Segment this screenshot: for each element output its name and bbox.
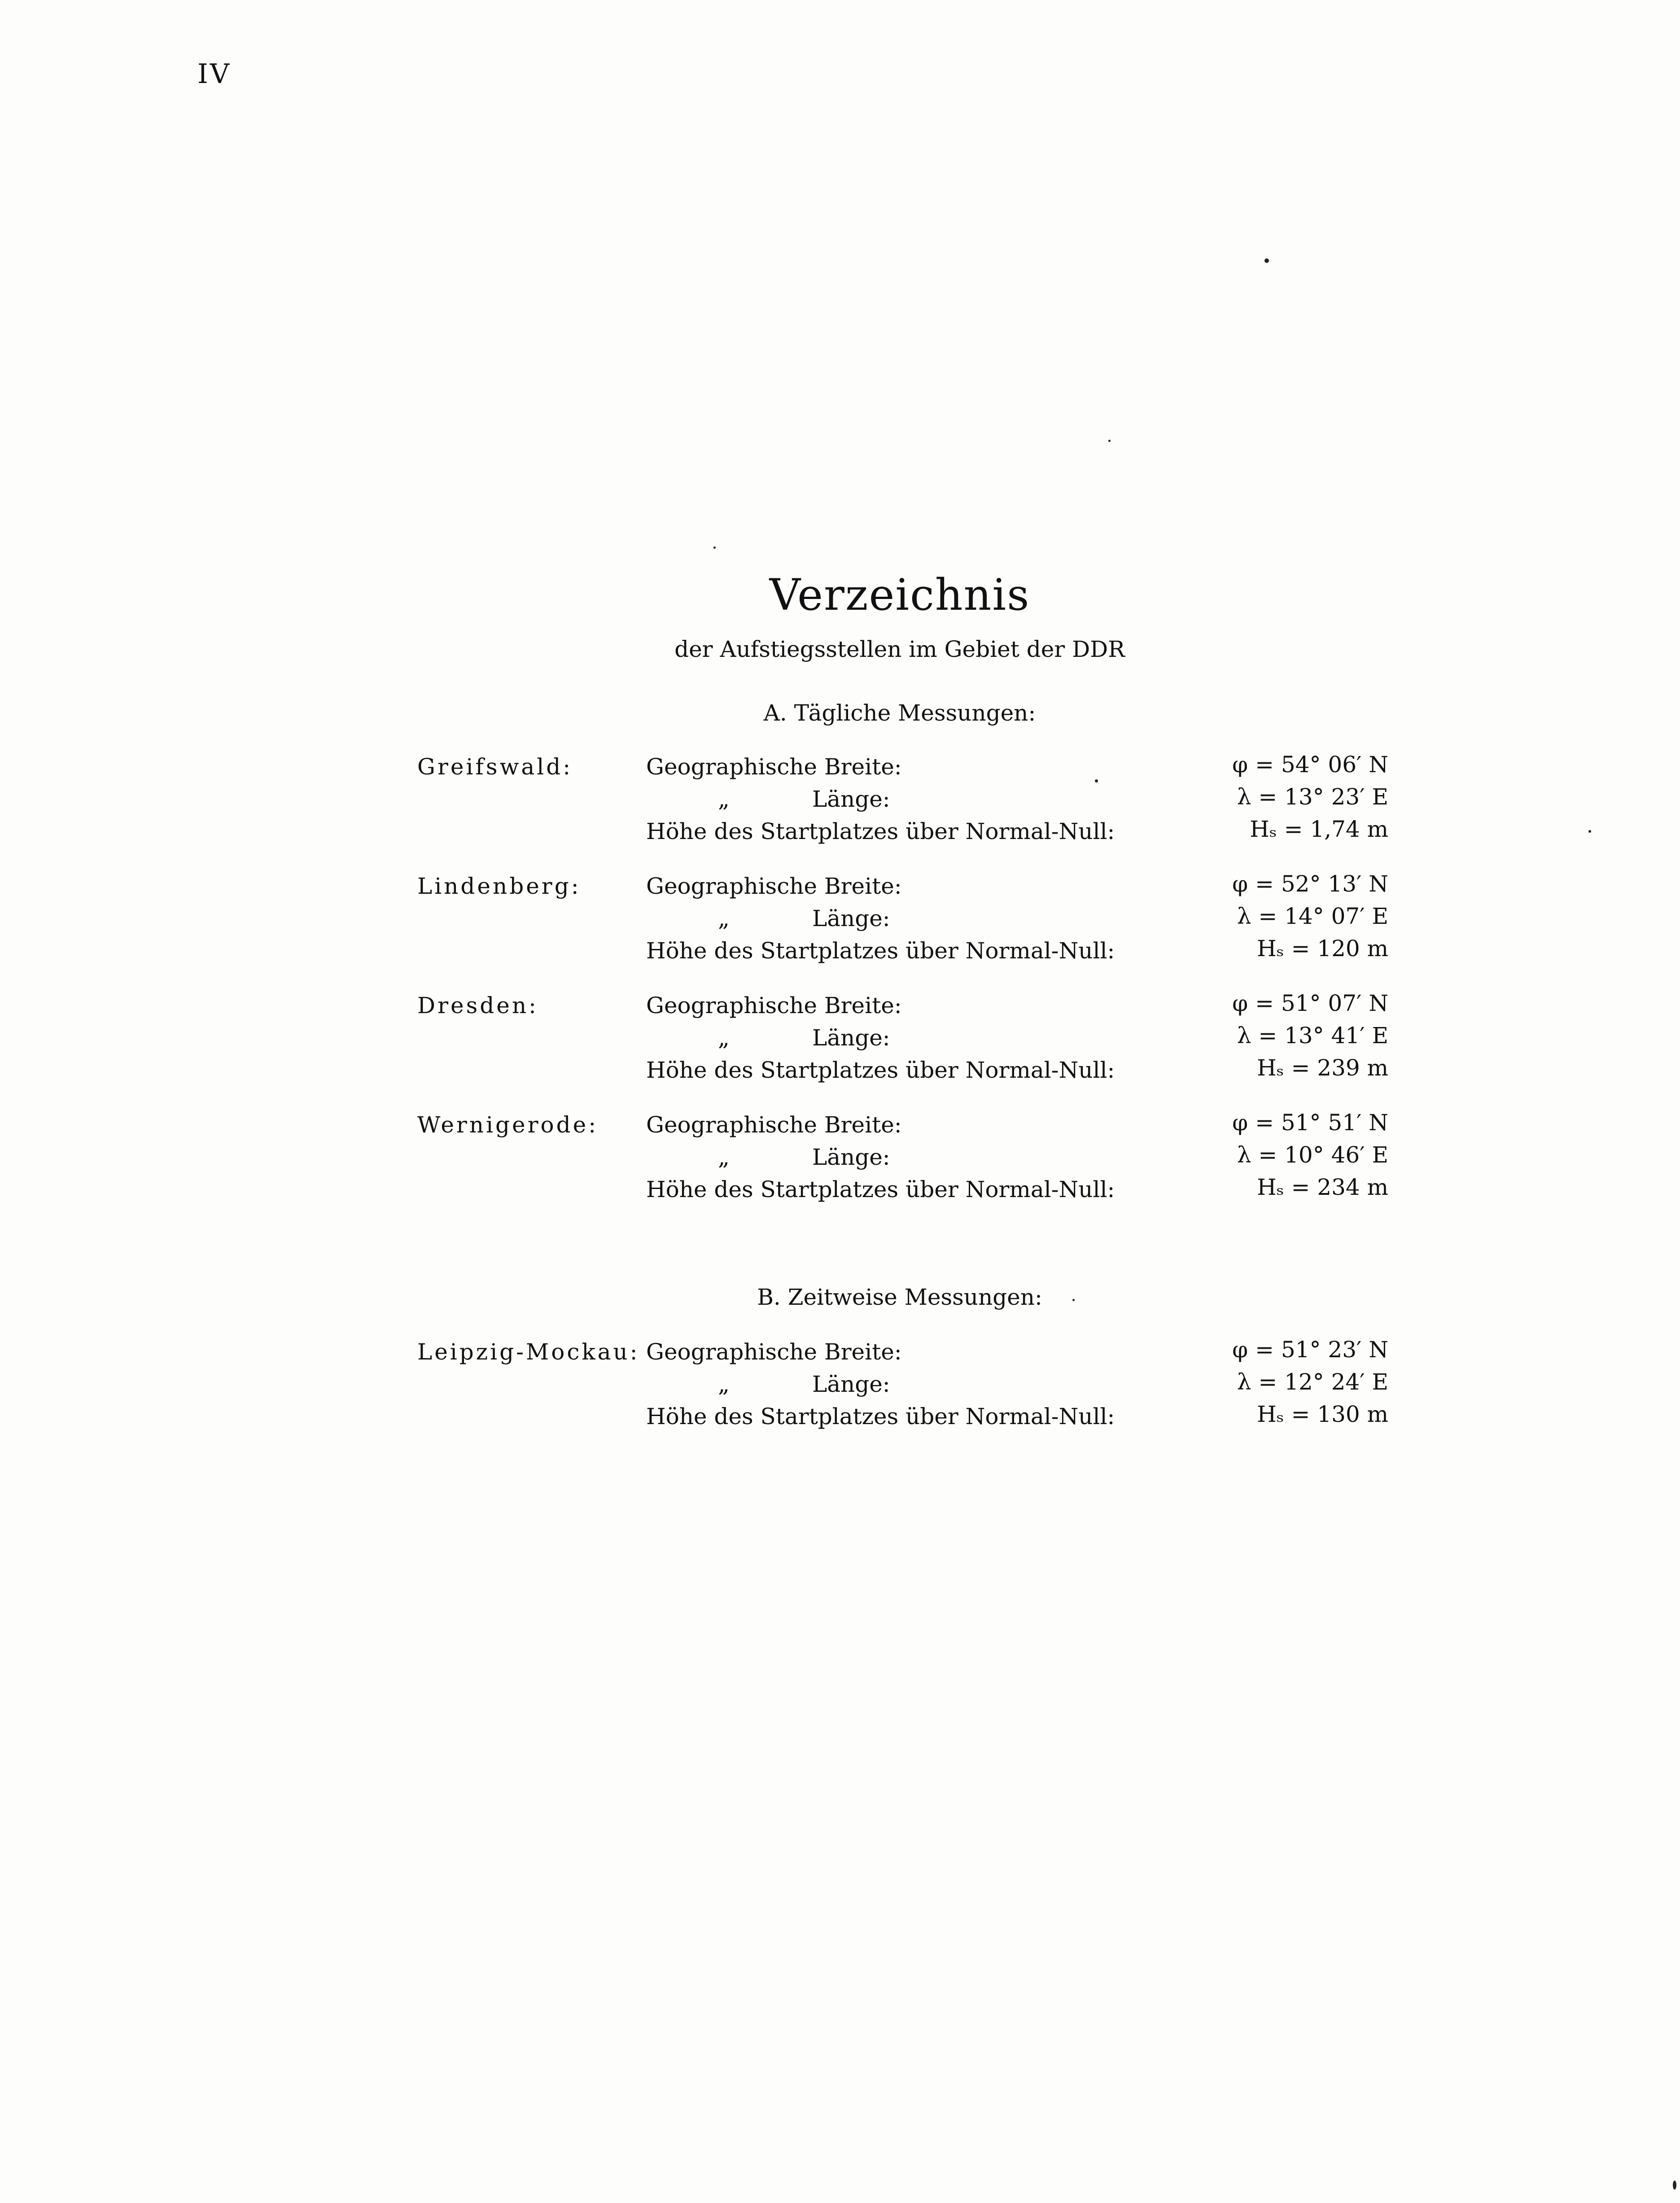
scan-speck bbox=[713, 546, 716, 549]
latitude-label: Geographische Breite: bbox=[646, 992, 902, 1018]
latitude-label: Geographische Breite: bbox=[646, 1112, 902, 1138]
ditto-mark: „ bbox=[718, 1144, 730, 1170]
station-name: Wernigerode: bbox=[417, 1112, 599, 1138]
longitude-label: Länge: bbox=[812, 786, 890, 812]
altitude-label: Höhe des Startplatzes über Normal-Null: bbox=[646, 1403, 1115, 1429]
latitude-label: Geographische Breite: bbox=[646, 873, 902, 899]
longitude-label: Länge: bbox=[812, 1371, 890, 1397]
scan-speck bbox=[1072, 1299, 1075, 1301]
ditto-mark: „ bbox=[718, 1025, 730, 1051]
longitude-label: Länge: bbox=[812, 1144, 890, 1170]
longitude-value: λ = 13° 23′ E bbox=[1237, 784, 1388, 810]
station-name: Greifswald: bbox=[417, 754, 573, 780]
scan-speck bbox=[1108, 440, 1111, 442]
latitude-value: φ = 54° 06′ N bbox=[1232, 752, 1388, 778]
ditto-mark: „ bbox=[718, 1371, 730, 1397]
longitude-value: λ = 14° 07′ E bbox=[1237, 903, 1388, 929]
page-number: IV bbox=[197, 58, 232, 90]
scan-speck bbox=[1264, 258, 1269, 263]
section-heading-a: A. Tägliche Messungen: bbox=[763, 700, 1036, 726]
latitude-value: φ = 52° 13′ N bbox=[1232, 871, 1388, 897]
altitude-label: Höhe des Startplatzes über Normal-Null: bbox=[646, 1176, 1115, 1202]
altitude-value: Hₛ = 239 m bbox=[1257, 1055, 1388, 1081]
scan-speck bbox=[1588, 830, 1591, 833]
altitude-label: Höhe des Startplatzes über Normal-Null: bbox=[646, 1057, 1115, 1083]
altitude-value: Hₛ = 130 m bbox=[1257, 1401, 1388, 1427]
longitude-label: Länge: bbox=[812, 1025, 890, 1051]
longitude-value: λ = 10° 46′ E bbox=[1237, 1142, 1388, 1168]
altitude-value: Hₛ = 1,74 m bbox=[1250, 816, 1388, 842]
station-name: Leipzig-Mockau: bbox=[417, 1339, 640, 1365]
ditto-mark: „ bbox=[718, 905, 730, 931]
latitude-value: φ = 51° 51′ N bbox=[1232, 1110, 1388, 1136]
longitude-value: λ = 13° 41′ E bbox=[1237, 1023, 1388, 1049]
altitude-label: Höhe des Startplatzes über Normal-Null: bbox=[646, 818, 1115, 844]
altitude-label: Höhe des Startplatzes über Normal-Null: bbox=[646, 938, 1115, 964]
longitude-label: Länge: bbox=[812, 905, 890, 931]
ditto-mark: „ bbox=[718, 786, 730, 812]
page-title: Verzeichnis bbox=[769, 570, 1030, 620]
scan-speck bbox=[1095, 779, 1098, 782]
latitude-value: φ = 51° 23′ N bbox=[1232, 1337, 1388, 1363]
section-heading-b: B. Zeitweise Messungen: bbox=[757, 1284, 1042, 1310]
station-name: Dresden: bbox=[417, 992, 538, 1018]
station-name: Lindenberg: bbox=[417, 873, 581, 899]
latitude-value: φ = 51° 07′ N bbox=[1232, 990, 1388, 1016]
altitude-value: Hₛ = 234 m bbox=[1257, 1174, 1388, 1200]
scan-speck bbox=[1673, 2181, 1676, 2190]
altitude-value: Hₛ = 120 m bbox=[1257, 935, 1388, 962]
page-subtitle: der Aufstiegsstellen im Gebiet der DDR bbox=[674, 636, 1125, 662]
latitude-label: Geographische Breite: bbox=[646, 1339, 902, 1365]
longitude-value: λ = 12° 24′ E bbox=[1237, 1369, 1388, 1395]
latitude-label: Geographische Breite: bbox=[646, 754, 902, 780]
